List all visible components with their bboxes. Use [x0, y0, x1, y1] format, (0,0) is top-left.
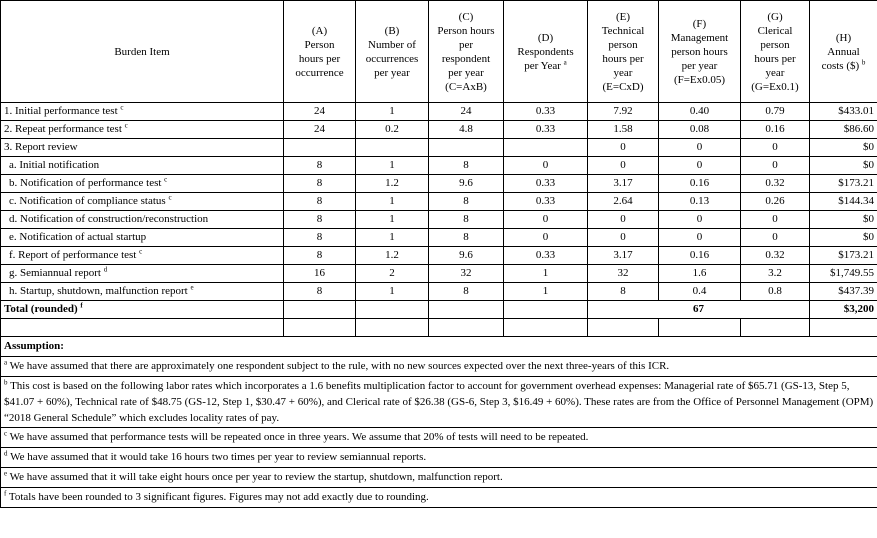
cell-g: 0.32	[741, 247, 810, 265]
burden-item-cell	[1, 283, 284, 301]
cell-e: 0	[588, 139, 659, 157]
cell-d: 0	[504, 157, 588, 175]
header-line: (F=Ex0.05)	[673, 73, 726, 86]
cell-d: 1	[504, 265, 588, 283]
cell-d: 0.33	[504, 247, 588, 265]
cell-b: 1	[356, 157, 429, 175]
cell-c: 8	[429, 211, 504, 229]
cell-g: 0.79	[741, 103, 810, 121]
cell-a: 8	[284, 229, 356, 247]
header-line: (B)	[384, 24, 400, 37]
footnote-marker: c	[164, 175, 168, 184]
header-line: Number of	[368, 38, 416, 51]
header-line: hours per	[754, 52, 796, 65]
header-line: (E=CxD)	[602, 80, 644, 93]
cell-b: 1.2	[356, 175, 429, 193]
header-line: person	[608, 38, 638, 51]
header-line: hours per	[602, 52, 644, 65]
footnote-row	[1, 377, 877, 428]
burden-item-label: d. Notification of construction/reconstruction	[9, 213, 209, 225]
cell-a: 24	[284, 103, 356, 121]
cell-c: 8	[429, 283, 504, 301]
cell-a: 8	[284, 211, 356, 229]
empty-cell	[284, 319, 356, 337]
header-line: Respondents	[517, 45, 574, 58]
cell-a: 8	[284, 247, 356, 265]
cell-a: 8	[284, 175, 356, 193]
cell-d: 0.33	[504, 175, 588, 193]
cell-c: 32	[429, 265, 504, 283]
footnote-text: We have assumed that it will take eight hours once per year to review the startup, shutdown, malfunction report.	[9, 471, 503, 483]
header-line: Person hours	[437, 24, 495, 37]
header-line: Management	[670, 31, 729, 44]
burden-item-label: a. Initial notification	[9, 159, 100, 171]
cell-d	[504, 139, 588, 157]
footnote-b	[1, 377, 877, 428]
header-line: (C)	[458, 10, 474, 23]
header-line: (G=Ex0.1)	[751, 80, 799, 93]
cell-d: 1	[504, 283, 588, 301]
assumption-row	[1, 337, 877, 357]
cell-c: 9.6	[429, 175, 504, 193]
cell-f: 0	[659, 229, 741, 247]
cell-f: 0	[659, 211, 741, 229]
footnote-marker: c	[4, 429, 8, 438]
header-col-5	[588, 1, 659, 103]
cell-b: 1	[356, 193, 429, 211]
cell-a: 8	[284, 157, 356, 175]
footnote-row	[1, 488, 877, 508]
total-row	[1, 301, 877, 319]
cell-e: 3.17	[588, 247, 659, 265]
footnote-marker: e	[4, 469, 8, 478]
header-col-2	[356, 1, 429, 103]
burden-item-label: b. Notification of performance test	[9, 177, 162, 189]
burden-item-cell	[1, 193, 284, 211]
empty-cell	[741, 319, 810, 337]
cell-f: 0.16	[659, 247, 741, 265]
table-row	[1, 247, 877, 265]
cell-f: 0.08	[659, 121, 741, 139]
header-line: per Year	[524, 59, 561, 72]
burden-item-cell	[1, 265, 284, 283]
empty-cell	[356, 319, 429, 337]
cell-c: 8	[429, 193, 504, 211]
header-line: person hours	[671, 45, 728, 58]
header-line: respondent	[441, 52, 491, 65]
cell-b: 1.2	[356, 247, 429, 265]
cell-c	[429, 139, 504, 157]
footnote-row	[1, 428, 877, 448]
empty-cell	[1, 319, 284, 337]
spacer-row	[1, 319, 877, 337]
burden-item-cell	[1, 211, 284, 229]
cell-g: 0.16	[741, 121, 810, 139]
header-col-8	[810, 1, 877, 103]
total-label-cell	[1, 301, 284, 319]
burden-item-label: f. Report of performance test	[9, 249, 137, 261]
burden-item-cell	[1, 139, 284, 157]
cell-e: 0	[588, 157, 659, 175]
empty-cell	[810, 319, 877, 337]
cell-f: 0.40	[659, 103, 741, 121]
cell-h: $0	[810, 211, 877, 229]
table-row	[1, 265, 877, 283]
empty-cell	[504, 319, 588, 337]
burden-item-cell	[1, 121, 284, 139]
header-line: (H)	[835, 31, 852, 44]
footnote-row	[1, 357, 877, 377]
footnote-marker: c	[139, 247, 143, 256]
cell-a: 24	[284, 121, 356, 139]
table-row	[1, 193, 877, 211]
burden-item-cell	[1, 229, 284, 247]
total-cost: $3,200	[810, 301, 877, 319]
cell-c: 9.6	[429, 247, 504, 265]
cell-g: 0.32	[741, 175, 810, 193]
cell-a: 8	[284, 193, 356, 211]
cell-b	[356, 139, 429, 157]
header-line: (G)	[767, 10, 783, 23]
footnote-marker: d	[4, 449, 8, 458]
footnote-marker: e	[190, 283, 194, 292]
table-row	[1, 175, 877, 193]
cell-h: $0	[810, 139, 877, 157]
burden-item-cell	[1, 175, 284, 193]
footnote-marker: c	[168, 193, 172, 202]
cell-g: 3.2	[741, 265, 810, 283]
footnote-marker: c	[124, 121, 128, 130]
cell-f: 1.6	[659, 265, 741, 283]
cell-g: 0.26	[741, 193, 810, 211]
empty-cell	[356, 301, 429, 319]
header-line: per	[458, 38, 474, 51]
header-col-4	[504, 1, 588, 103]
cell-c: 4.8	[429, 121, 504, 139]
cell-d: 0.33	[504, 193, 588, 211]
footnote-a	[1, 357, 877, 377]
footnote-text: We have assumed that there are approximately one respondent subject to the rule, with no new sources expected over the next three-years of this ICR.	[9, 360, 670, 372]
header-line: per year	[374, 66, 410, 79]
header-line: hours per	[298, 52, 341, 65]
burden-item-cell	[1, 157, 284, 175]
footnote-marker: d	[103, 265, 108, 274]
cell-c: 8	[429, 157, 504, 175]
header-line: Burden Item	[114, 45, 170, 58]
footnote-marker: a	[4, 358, 8, 367]
header-line: (A)	[311, 24, 328, 37]
cell-h: $0	[810, 157, 877, 175]
cell-e: 2.64	[588, 193, 659, 211]
cell-c: 24	[429, 103, 504, 121]
header-row	[1, 1, 877, 103]
empty-cell	[429, 301, 504, 319]
cell-d: 0.33	[504, 121, 588, 139]
empty-cell	[504, 301, 588, 319]
footnote-f	[1, 488, 877, 508]
empty-cell	[588, 319, 659, 337]
cell-b: 1	[356, 103, 429, 121]
burden-item-label: 3. Report review	[4, 141, 78, 153]
cell-b: 1	[356, 283, 429, 301]
cell-a	[284, 139, 356, 157]
footnote-text: We have assumed that performance tests will be repeated once in three years. We assume that 20% of tests will need to be repeated.	[9, 431, 589, 443]
header-burden-item	[1, 1, 284, 103]
cell-b: 1	[356, 229, 429, 247]
footnote-marker: a	[563, 57, 567, 66]
header-col-6	[659, 1, 741, 103]
header-line: (C=AxB)	[445, 80, 487, 93]
table-row	[1, 157, 877, 175]
cell-e: 1.58	[588, 121, 659, 139]
cell-e: 8	[588, 283, 659, 301]
cell-h: $437.39	[810, 283, 877, 301]
empty-cell	[659, 319, 741, 337]
burden-item-label: h. Startup, shutdown, malfunction report	[9, 285, 188, 297]
cell-b: 0.2	[356, 121, 429, 139]
cell-f: 0	[659, 157, 741, 175]
header-line: occurrence	[295, 66, 344, 79]
cell-a: 8	[284, 283, 356, 301]
footnote-marker: b	[861, 57, 866, 66]
burden-item-label: 2. Repeat performance test	[4, 123, 122, 135]
burden-item-cell	[1, 247, 284, 265]
table-row	[1, 139, 877, 157]
footnote-d	[1, 448, 877, 468]
table-row	[1, 211, 877, 229]
cell-f: 0	[659, 139, 741, 157]
footnote-text: This cost is based on the following labor rates which incorporates a 1.6 benefits multiplication factor to account for government overhead expenses: Managerial rate of $65.71 (GS-13, Step 5, $41.07 + 60%), Technical rate of $48.75 (GS-12, Step 1, $30.47 + 60%), and Clerical rate of $26.38 (GS-6, Step 3, $16.49 + 60%). These rates are from the Office of Personnel Management (OPM) “2018 General Schedule” which excludes locality rates of pay.	[4, 380, 874, 424]
empty-cell	[429, 319, 504, 337]
total-label: Total (rounded)	[4, 303, 78, 315]
header-line: Annual	[827, 45, 860, 58]
burden-item-cell	[1, 103, 284, 121]
cell-h: $0	[810, 229, 877, 247]
header-line: (D)	[537, 31, 554, 44]
header-line: per year	[681, 59, 718, 72]
footnote-row	[1, 468, 877, 488]
footnote-marker: b	[4, 378, 8, 387]
cell-d: 0.33	[504, 103, 588, 121]
assumption-label: Assumption:	[1, 337, 877, 357]
cell-h: $1,749.55	[810, 265, 877, 283]
footnote-marker: c	[120, 103, 124, 112]
cell-d: 0	[504, 211, 588, 229]
cell-g: 0	[741, 229, 810, 247]
footnote-text: Totals have been rounded to 3 significant figures. Figures may not add exactly due to rounding.	[8, 491, 429, 503]
table-row	[1, 283, 877, 301]
header-line: year	[765, 66, 785, 79]
burden-item-label: g. Semiannual report	[9, 267, 101, 279]
cell-e: 3.17	[588, 175, 659, 193]
footnote-marker: f	[4, 489, 7, 498]
header-line: (F)	[692, 17, 707, 30]
cell-h: $86.60	[810, 121, 877, 139]
table-row	[1, 103, 877, 121]
cell-d: 0	[504, 229, 588, 247]
header-line: person	[760, 38, 790, 51]
cell-e: 0	[588, 211, 659, 229]
cell-g: 0	[741, 157, 810, 175]
footnote-marker: f	[80, 301, 83, 310]
footnote-e	[1, 468, 877, 488]
header-line: costs ($)	[821, 59, 860, 72]
footnote-c	[1, 428, 877, 448]
header-col-7	[741, 1, 810, 103]
empty-cell	[284, 301, 356, 319]
header-line: per year	[448, 66, 484, 79]
header-line: occurrences	[365, 52, 419, 65]
total-hours: 67	[588, 301, 810, 319]
cell-b: 1	[356, 211, 429, 229]
cell-b: 2	[356, 265, 429, 283]
cell-g: 0	[741, 211, 810, 229]
cell-e: 7.92	[588, 103, 659, 121]
burden-item-label: 1. Initial performance test	[4, 105, 118, 117]
cell-f: 0.4	[659, 283, 741, 301]
cell-c: 8	[429, 229, 504, 247]
header-line: (E)	[615, 10, 631, 23]
footnote-text: We have assumed that it would take 16 hours two times per year to review semiannual reports.	[10, 451, 427, 463]
header-line: Person	[304, 38, 335, 51]
cell-g: 0	[741, 139, 810, 157]
header-line: year	[613, 66, 633, 79]
cell-f: 0.16	[659, 175, 741, 193]
cell-h: $173.21	[810, 175, 877, 193]
header-line: Technical	[601, 24, 645, 37]
header-col-3	[429, 1, 504, 103]
cell-e: 32	[588, 265, 659, 283]
burden-item-label: c. Notification of compliance status	[9, 195, 166, 207]
cell-h: $173.21	[810, 247, 877, 265]
cell-h: $433.01	[810, 103, 877, 121]
footnote-row	[1, 448, 877, 468]
cell-f: 0.13	[659, 193, 741, 211]
table-row	[1, 121, 877, 139]
cell-g: 0.8	[741, 283, 810, 301]
header-line: Clerical	[757, 24, 793, 37]
cell-a: 16	[284, 265, 356, 283]
cell-e: 0	[588, 229, 659, 247]
burden-item-label: e. Notification of actual startup	[9, 231, 147, 243]
cell-h: $144.34	[810, 193, 877, 211]
table-row	[1, 229, 877, 247]
header-col-1	[284, 1, 356, 103]
